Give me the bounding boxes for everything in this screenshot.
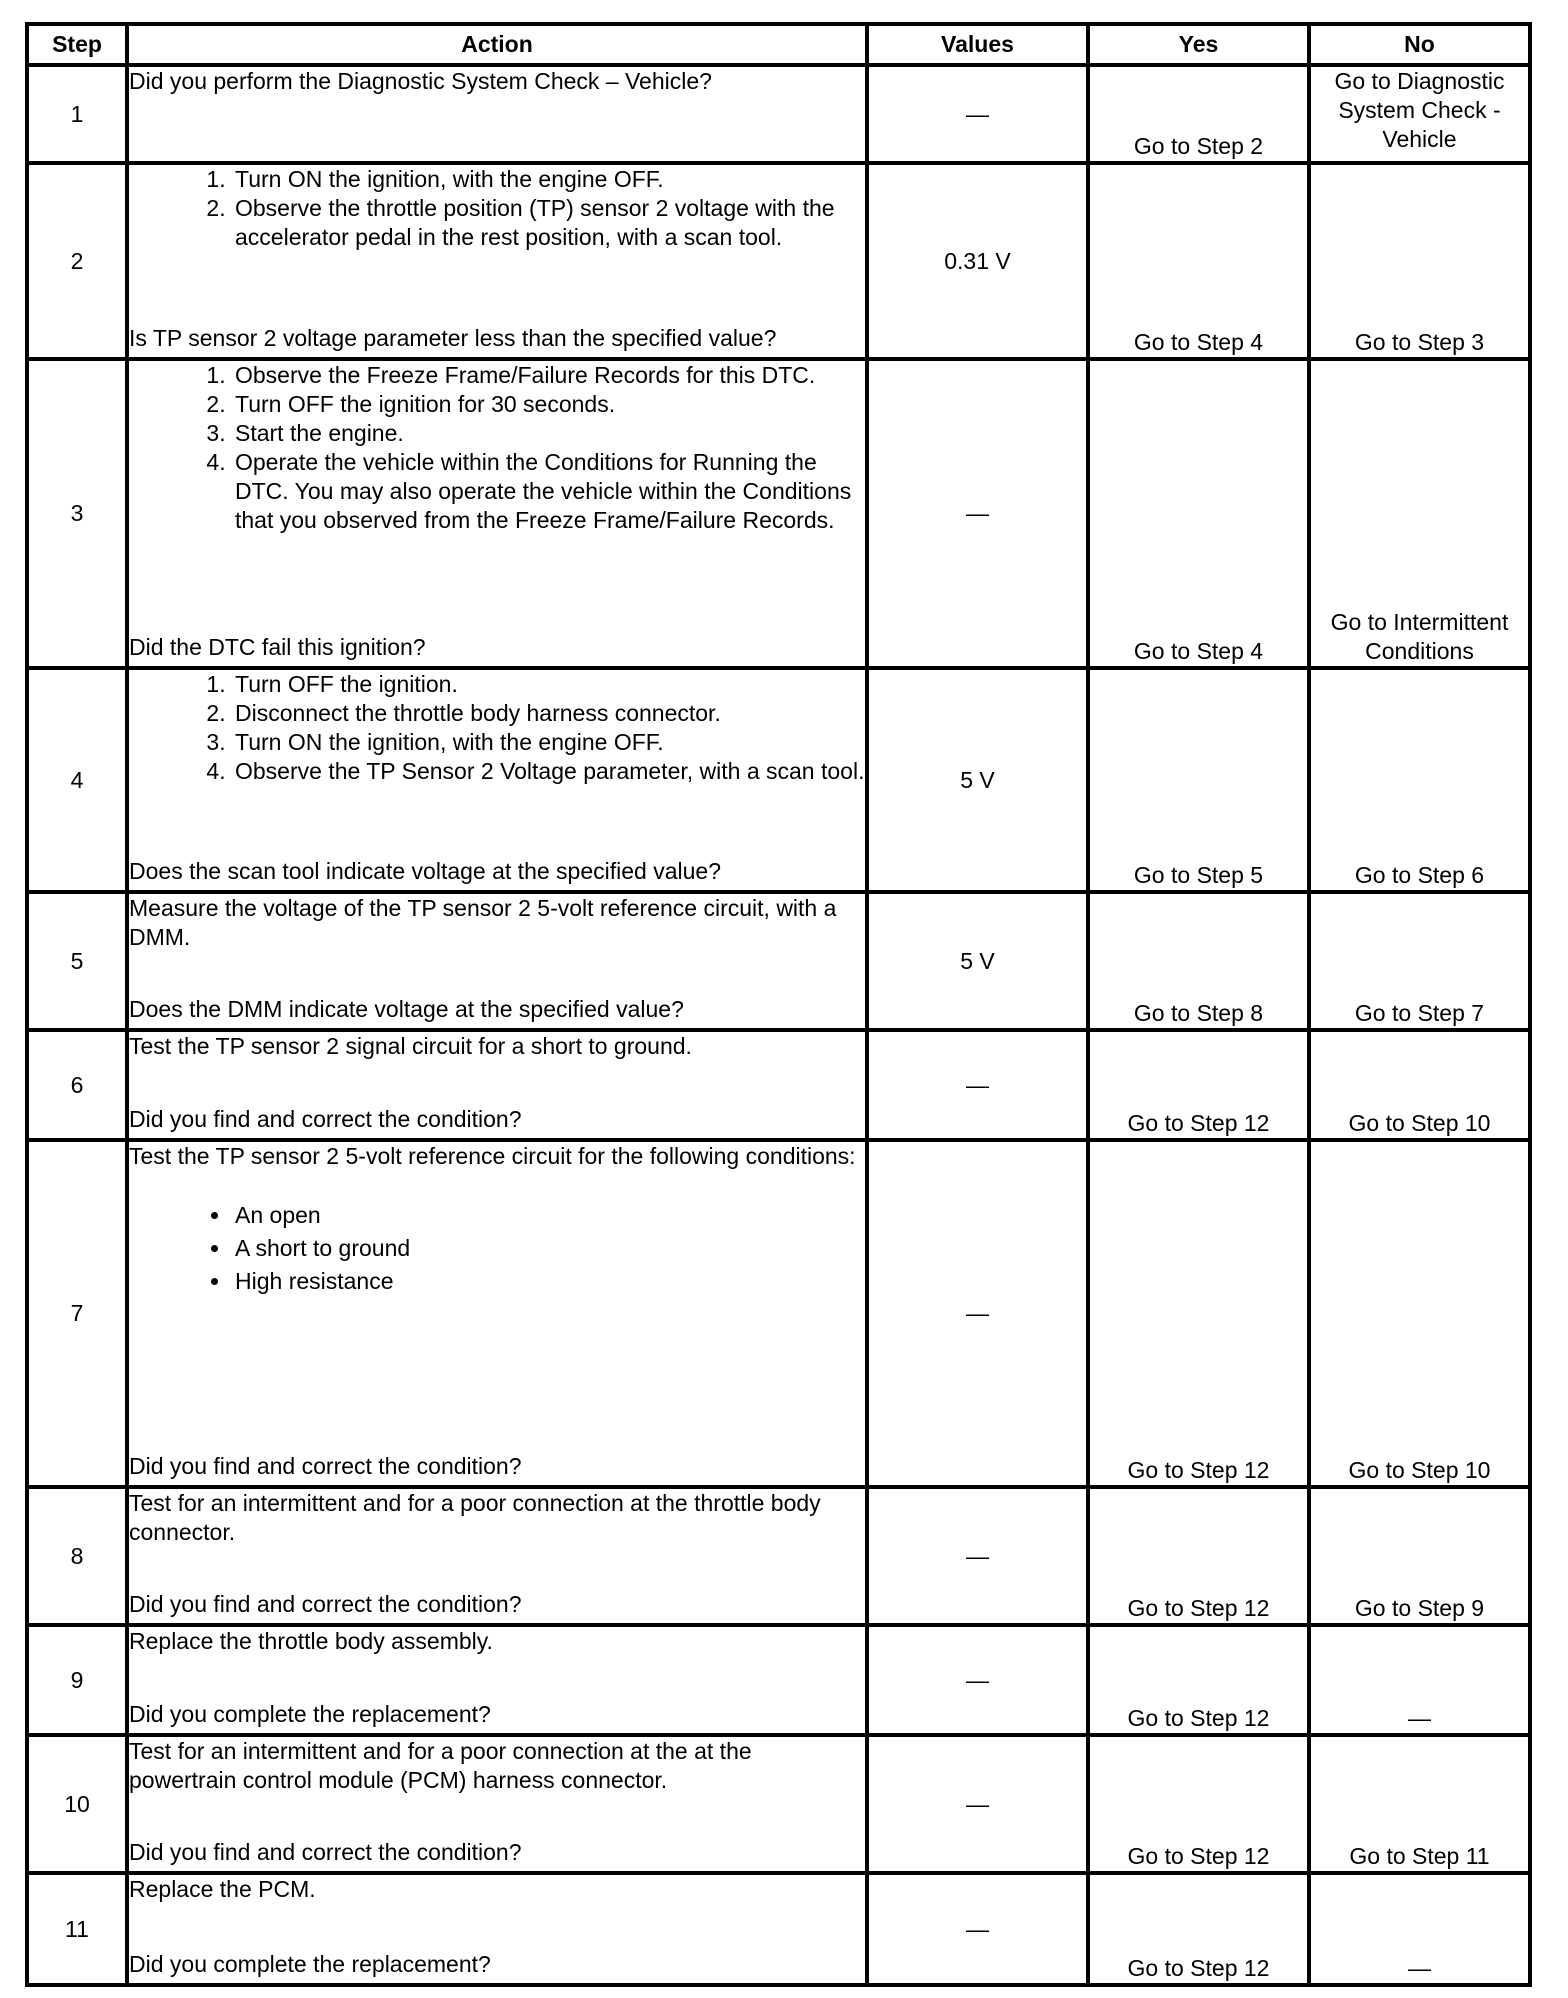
action-intro: Replace the throttle body assembly. — [129, 1628, 493, 1654]
table-row — [27, 1735, 1530, 1873]
action-cell — [127, 163, 867, 359]
table-row — [27, 668, 1530, 892]
table-row — [27, 163, 1530, 359]
action-intro: Measure the voltage of the TP sensor 2 5-volt reference circuit, with a DMM. — [129, 895, 837, 950]
yes-cell: Go to Step 12 — [1088, 1735, 1309, 1873]
action-question: Did the DTC fail this ignition? — [129, 634, 426, 660]
action-cell — [127, 1140, 867, 1487]
value-cell: — — [867, 1735, 1088, 1873]
no-cell: Go to Step 7 — [1309, 892, 1530, 1030]
value-cell: — — [867, 1625, 1088, 1735]
step-number: 11 — [27, 1873, 127, 1985]
value-cell: 5 V — [867, 892, 1088, 1030]
action-step-item: 1. Turn OFF the ignition. — [232, 670, 865, 699]
value-cell: — — [867, 359, 1088, 668]
action-step-item: 2. Observe the throttle position (TP) sensor 2 voltage with the accelerator pedal in the rest position, with a scan tool. — [232, 194, 865, 252]
action-step-item: 3. Start the engine. — [232, 419, 865, 448]
value-cell: — — [867, 65, 1088, 163]
step-number: 5 — [27, 892, 127, 1030]
step-number: 1 — [27, 65, 127, 163]
yes-cell: Go to Step 12 — [1088, 1487, 1309, 1625]
value-cell: — — [867, 1487, 1088, 1625]
action-question: Did you find and correct the condition? — [129, 1839, 522, 1865]
yes-cell: Go to Step 12 — [1088, 1140, 1309, 1487]
yes-cell: Go to Step 4 — [1088, 359, 1309, 668]
action-intro: Test for an intermittent and for a poor connection at the at the powertrain control module (PCM) harness connector. — [129, 1738, 752, 1793]
action-steps-list — [129, 670, 865, 786]
table-row — [27, 1140, 1530, 1487]
no-cell: Go to Step 9 — [1309, 1487, 1530, 1625]
action-question: Did you find and correct the condition? — [129, 1453, 522, 1479]
action-intro: Test the TP sensor 2 signal circuit for a short to ground. — [129, 1033, 692, 1059]
action-cell — [127, 1625, 867, 1735]
no-cell: Go to Step 10 — [1309, 1030, 1530, 1140]
action-step-item: 1. Turn ON the ignition, with the engine OFF. — [232, 165, 865, 194]
no-cell: Go to Step 3 — [1309, 163, 1530, 359]
action-question: Did you find and correct the condition? — [129, 1106, 522, 1132]
step-number: 3 — [27, 359, 127, 668]
action-cell — [127, 1487, 867, 1625]
no-cell: Go to Step 10 — [1309, 1140, 1530, 1487]
action-step-item: 2. Disconnect the throttle body harness connector. — [232, 699, 865, 728]
action-intro: Test the TP sensor 2 5-volt reference circuit for the following conditions: — [129, 1143, 856, 1169]
table-row — [27, 359, 1530, 668]
no-cell: — — [1309, 1625, 1530, 1735]
action-question: Is TP sensor 2 voltage parameter less than the specified value? — [129, 325, 777, 351]
action-steps-list — [129, 361, 865, 535]
step-number: 6 — [27, 1030, 127, 1140]
action-question: Does the scan tool indicate voltage at the specified value? — [129, 858, 721, 884]
action-cell — [127, 1030, 867, 1140]
step-number: 10 — [27, 1735, 127, 1873]
action-cell — [127, 1735, 867, 1873]
action-question: Does the DMM indicate voltage at the specified value? — [129, 996, 684, 1022]
step-number: 8 — [27, 1487, 127, 1625]
yes-cell: Go to Step 2 — [1088, 65, 1309, 163]
table-row — [27, 1873, 1530, 1985]
action-cell — [127, 892, 867, 1030]
action-step-item: 2. Turn OFF the ignition for 30 seconds. — [232, 390, 865, 419]
action-cell — [127, 359, 867, 668]
action-question: Did you find and correct the condition? — [129, 1591, 522, 1617]
no-cell: Go to Step 11 — [1309, 1735, 1530, 1873]
action-intro: Replace the PCM. — [129, 1876, 316, 1902]
yes-cell: Go to Step 12 — [1088, 1873, 1309, 1985]
step-number: 9 — [27, 1625, 127, 1735]
yes-cell: Go to Step 5 — [1088, 668, 1309, 892]
condition-bullet-list — [129, 1199, 865, 1298]
condition-bullet-item: • A short to ground — [232, 1232, 865, 1265]
header-step: Step — [27, 24, 127, 65]
no-cell: Go to Intermittent Conditions — [1309, 359, 1530, 668]
header-yes: Yes — [1088, 24, 1309, 65]
no-cell: Go to Diagnostic System Check - Vehicle — [1309, 65, 1530, 163]
yes-cell: Go to Step 4 — [1088, 163, 1309, 359]
table-row — [27, 1625, 1530, 1735]
header-action: Action — [127, 24, 867, 65]
action-step-item: 4. Operate the vehicle within the Conditions for Running the DTC. You may also operate the vehicle within the Conditions that you observed from the Freeze Frame/Failure Records. — [232, 448, 865, 535]
action-cell — [127, 668, 867, 892]
action-cell — [127, 1873, 867, 1985]
condition-bullet-item: • High resistance — [232, 1265, 865, 1298]
table-body — [27, 65, 1530, 1985]
action-step-item: 1. Observe the Freeze Frame/Failure Records for this DTC. — [232, 361, 865, 390]
yes-cell: Go to Step 12 — [1088, 1625, 1309, 1735]
action-intro: Did you perform the Diagnostic System Check – Vehicle? — [129, 68, 712, 94]
value-cell: 5 V — [867, 668, 1088, 892]
table-row — [27, 892, 1530, 1030]
value-cell: — — [867, 1140, 1088, 1487]
value-cell: — — [867, 1030, 1088, 1140]
yes-cell: Go to Step 8 — [1088, 892, 1309, 1030]
value-cell: 0.31 V — [867, 163, 1088, 359]
diagnostic-table — [25, 22, 1532, 1987]
step-number: 2 — [27, 163, 127, 359]
table-row — [27, 65, 1530, 163]
header-no: No — [1309, 24, 1530, 65]
no-cell: Go to Step 6 — [1309, 668, 1530, 892]
yes-cell: Go to Step 12 — [1088, 1030, 1309, 1140]
no-cell: — — [1309, 1873, 1530, 1985]
action-question: Did you complete the replacement? — [129, 1701, 491, 1727]
step-number: 7 — [27, 1140, 127, 1487]
table-row — [27, 1030, 1530, 1140]
action-intro: Test for an intermittent and for a poor connection at the throttle body connector. — [129, 1490, 821, 1545]
action-steps-list — [129, 165, 865, 252]
action-step-item: 3. Turn ON the ignition, with the engine OFF. — [232, 728, 865, 757]
value-cell: — — [867, 1873, 1088, 1985]
table-row — [27, 1487, 1530, 1625]
action-cell — [127, 65, 867, 163]
step-number: 4 — [27, 668, 127, 892]
action-step-item: 4. Observe the TP Sensor 2 Voltage parameter, with a scan tool. — [232, 757, 865, 786]
header-values: Values — [867, 24, 1088, 65]
condition-bullet-item: • An open — [232, 1199, 865, 1232]
action-question: Did you complete the replacement? — [129, 1951, 491, 1977]
header-row — [27, 24, 1530, 65]
